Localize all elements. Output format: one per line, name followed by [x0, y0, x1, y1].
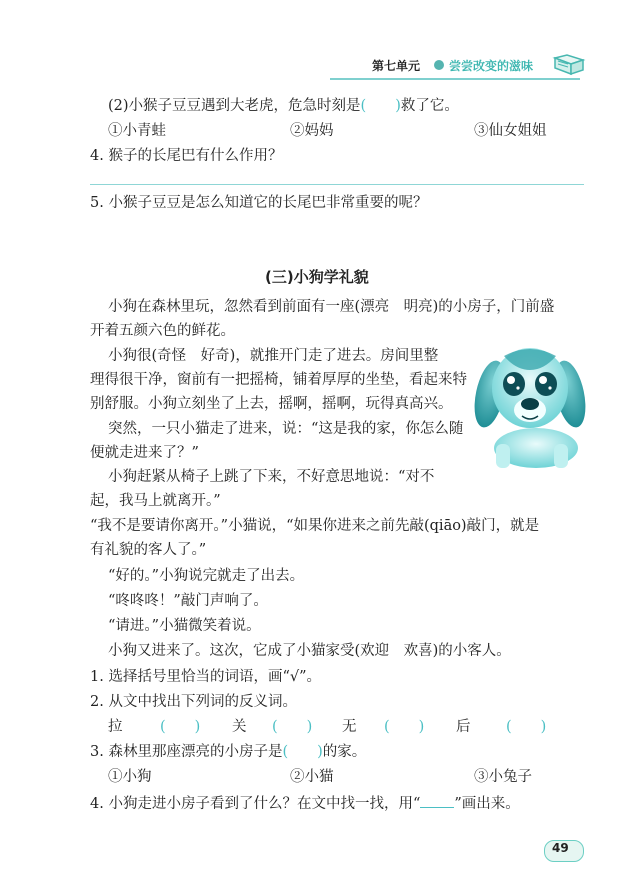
unit-theme: 尝尝改变的滋味	[449, 59, 534, 73]
underline-sample	[420, 793, 454, 808]
exercise-3-option-2: ②小猫	[290, 769, 334, 785]
antonym-blank[interactable]: ( )	[506, 719, 547, 735]
exercise-3-option-3: ③小兔子	[474, 769, 532, 785]
story-line: 理得很干净，窗前有一把摇椅，铺着厚厚的坐垫，看起来特	[90, 372, 467, 388]
story-title: (三)小狗学礼貌	[265, 268, 369, 286]
book-icon	[552, 52, 586, 78]
question-5: 5. 小猴子豆豆是怎么知道它的长尾巴非常重要的呢？	[90, 195, 428, 211]
question-2-sub: (2)小猴子豆豆遇到大老虎，危急时刻是( )救了它。	[108, 98, 459, 114]
story-line: 小狗又进来了。这次，它成了小猫家受(欢迎 欢喜)的小客人。	[108, 643, 511, 659]
option-3: ③仙女姐姐	[474, 123, 547, 139]
option-2: ②妈妈	[290, 123, 334, 139]
option-1: ①小青蛙	[108, 123, 166, 139]
story-line: 有礼貌的客人了。”	[90, 542, 207, 558]
antonym-word: 无	[342, 719, 357, 735]
exercise-4: 4. 小狗走进小房子看到了什么？在文中找一找，用“ ”画出来。	[90, 793, 520, 814]
story-line: 小狗赶紧从椅子上跳了下来，不好意思地说：“对不	[108, 469, 435, 485]
story-line: 别舒服。小狗立刻坐了上去，摇啊，摇啊，玩得真高兴。	[90, 396, 453, 412]
header-rule	[330, 78, 580, 80]
exercise-3: 3. 森林里那座漂亮的小房子是( )的家。	[90, 744, 367, 760]
story-line: “咚咚咚！”敲门声响了。	[108, 593, 268, 609]
story-line: 突然，一只小猫走了进来，说：“这是我的家，你怎么随	[108, 421, 464, 437]
story-line: “请进。”小猫微笑着说。	[108, 618, 261, 634]
bullet-dot-icon	[434, 60, 444, 70]
puppy-illustration	[474, 336, 586, 472]
antonym-word: 关	[232, 719, 247, 735]
story-line: “好的。”小狗说完就走了出去。	[108, 568, 305, 584]
story-line: 小狗很(奇怪 好奇)，就推开门走了进去。房间里整	[108, 348, 439, 364]
antonym-blank[interactable]: ( )	[272, 719, 313, 735]
antonym-blank[interactable]: ( )	[384, 719, 425, 735]
answer-line	[90, 184, 584, 185]
antonym-word: 拉	[108, 719, 123, 735]
exercise-2: 2. 从文中找出下列词的反义词。	[90, 694, 297, 710]
antonym-word: 后	[456, 719, 471, 735]
question-4: 4. 猴子的长尾巴有什么作用？	[90, 148, 283, 164]
page-number: 49	[552, 841, 569, 855]
story-line: 便就走进来了？”	[90, 445, 199, 461]
exercise-1: 1. 选择括号里恰当的词语，画“√”。	[90, 669, 322, 685]
story-line: 开着五颜六色的鲜花。	[90, 323, 235, 339]
antonym-blank[interactable]: ( )	[160, 719, 201, 735]
unit-label: 第七单元	[372, 59, 421, 73]
story-line: 小狗在森林里玩，忽然看到前面有一座(漂亮 明亮)的小房子，门前盛	[108, 299, 555, 315]
exercise-3-option-1: ①小狗	[108, 769, 152, 785]
story-line: “我不是要请你离开。”小猫说，“如果你进来之前先敲(qiāo)敲门，就是	[90, 518, 540, 534]
story-line: 起，我马上就离开。”	[90, 493, 221, 509]
